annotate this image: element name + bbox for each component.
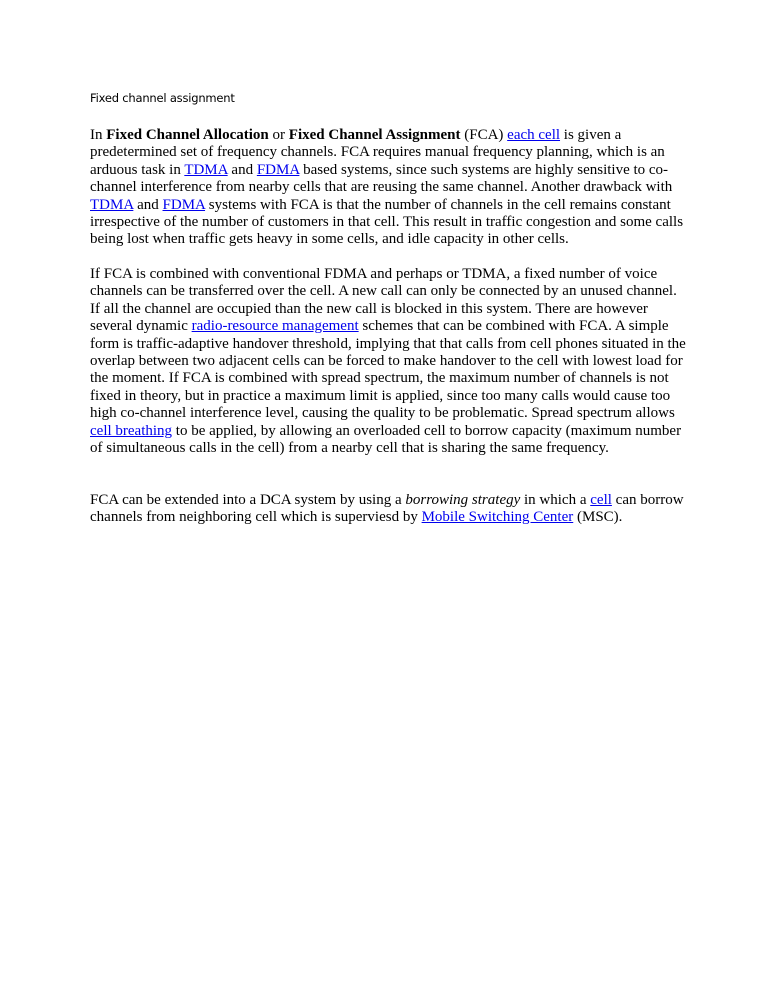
link-each-cell[interactable]: each cell: [507, 127, 561, 143]
link-tdma-2[interactable]: TDMA: [90, 196, 134, 213]
text: If FCA is combined with conventional FDMA and perhaps or TDMA, a fixed number of voice channels can be transferred over the cell. A new call can only be connected by an unused channel. If all the channel are occupied than the new call is blocked in this system. There are however several dynamic: [90, 266, 677, 335]
link-radio-resource-management[interactable]: radio-resource management: [191, 318, 359, 335]
text: and: [133, 196, 163, 213]
text: or: [268, 127, 289, 143]
text: (MSC).: [573, 509, 623, 526]
paragraph-fca-combined: [90, 266, 688, 457]
text: in which a: [520, 492, 591, 508]
italic-term-borrowing-strategy: borrowing strategy: [405, 492, 521, 508]
text: is given a predetermined set of frequency channels. FCA requires manual frequency planning, which is an arduous task in: [90, 127, 665, 178]
text: based systems, since such systems are highly sensitive to co-channel interference from nearby cells that are reusing the same channel. Another drawback with: [90, 161, 673, 196]
text: (FCA): [460, 127, 508, 143]
bold-term-fixed-channel-allocation: Fixed Channel Allocation: [106, 127, 269, 143]
text: and: [227, 161, 257, 178]
link-mobile-switching-center[interactable]: Mobile Switching Center: [421, 509, 574, 526]
bold-term-fixed-channel-assignment: Fixed Channel Assignment: [288, 127, 461, 143]
link-fdma[interactable]: FDMA: [256, 161, 300, 178]
text: FCA can be extended into a DCA system by using a: [90, 492, 406, 508]
text: In: [90, 127, 107, 143]
paragraph-dca-extension: [90, 492, 688, 527]
section-heading: Fixed channel assignment: [90, 91, 235, 105]
text: schemes that can be combined with FCA. A simple form is traffic-adaptive handover threshold, implying that that calls from cell phones situated in the overlap between two adjacent cells can be forced to make handover to the cell with lowest load for the moment. If FCA is combined with spread spectrum, the maximum number of channels is not fixed in theory, but in practice a maximum limit is applied, since too many calls would cause too high co-channel interference level, causing the quality to be problematic. Spread spectrum allows: [90, 318, 686, 422]
text: can borrow channels from neighboring cell which is superviesd by: [90, 492, 684, 526]
text: systems with FCA is that the number of channels in the cell remains constant irrespective of the number of customers in that cell. This result in traffic congestion and some calls being lost when traffic gets heavy in some cells, and idle capacity in other cells.: [90, 196, 684, 248]
link-tdma[interactable]: TDMA: [184, 161, 228, 178]
link-cell-breathing[interactable]: cell breathing: [90, 422, 173, 439]
paragraph-fca-definition: [90, 127, 688, 249]
link-fdma-2[interactable]: FDMA: [162, 196, 206, 213]
link-cell[interactable]: cell: [590, 492, 612, 508]
text: to be applied, by allowing an overloaded cell to borrow capacity (maximum number of simultaneous calls in the cell) from a nearby cell that is sharing the same frequency.: [90, 422, 682, 457]
